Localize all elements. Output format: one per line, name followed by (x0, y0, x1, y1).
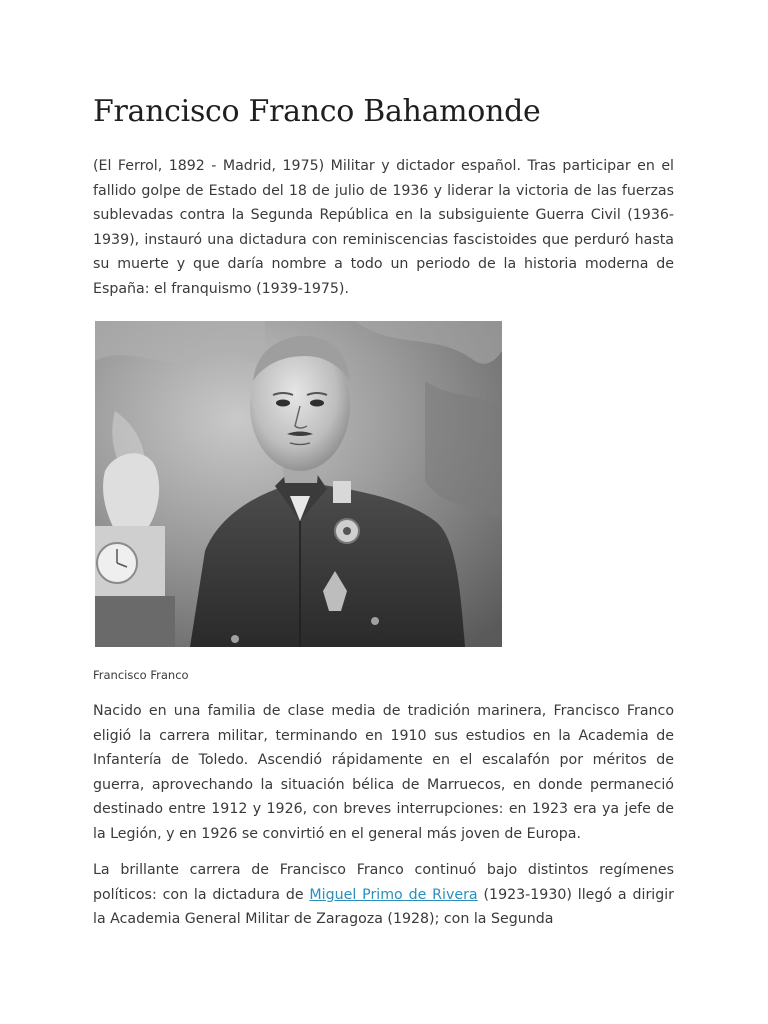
paragraph-3-end: (1923-1930) llegó a dirigir la Academia General Militar de Zaragoza (1928); con la Segunda (93, 886, 674, 927)
intro-paragraph: (El Ferrol, 1892 - Madrid, 1975) Militar y dictador español. Tras participar en el fallido golpe de Estado del 18 de julio de 1936 y liderar la victoria de las fuerzas sublevadas contra la Segunda República en la subsiguiente Guerra Civil (1936-1939), instauró una dictadura con reminiscencias fascistoides que perduró hasta su muerte y que daría nombre a todo un periodo de la historia moderna de España: el franquismo (1939-1975). (93, 158, 674, 297)
portrait-photo (95, 321, 502, 647)
primo-de-rivera-link[interactable]: Miguel Primo de Rivera (309, 886, 478, 903)
paragraph-2: Nacido en una familia de clase media de tradición marinera, Francisco Franco eligió la carrera militar, terminando en 1910 sus estudios en la Academia de Infantería de Toledo. Ascendió rápidamente en el escalafón por méritos de guerra, aprovechando la situación bélica de Marruecos, en donde permaneció destinado entre 1912 y 1926, con breves interrupciones: en 1923 era ya jefe de la Legión, y en 1926 se convirtió en el general más joven de Europa. (93, 703, 674, 842)
portrait-image (95, 321, 502, 647)
photo-caption: Francisco Franco (93, 668, 189, 682)
paragraph-3 (93, 858, 674, 932)
paragraph-3-start: La brillante carrera de Francisco Franco continuó bajo distintos regímenes políticos: con la dictadura de (93, 862, 674, 903)
article-title: Francisco Franco Bahamonde (93, 94, 541, 129)
article (93, 92, 674, 932)
